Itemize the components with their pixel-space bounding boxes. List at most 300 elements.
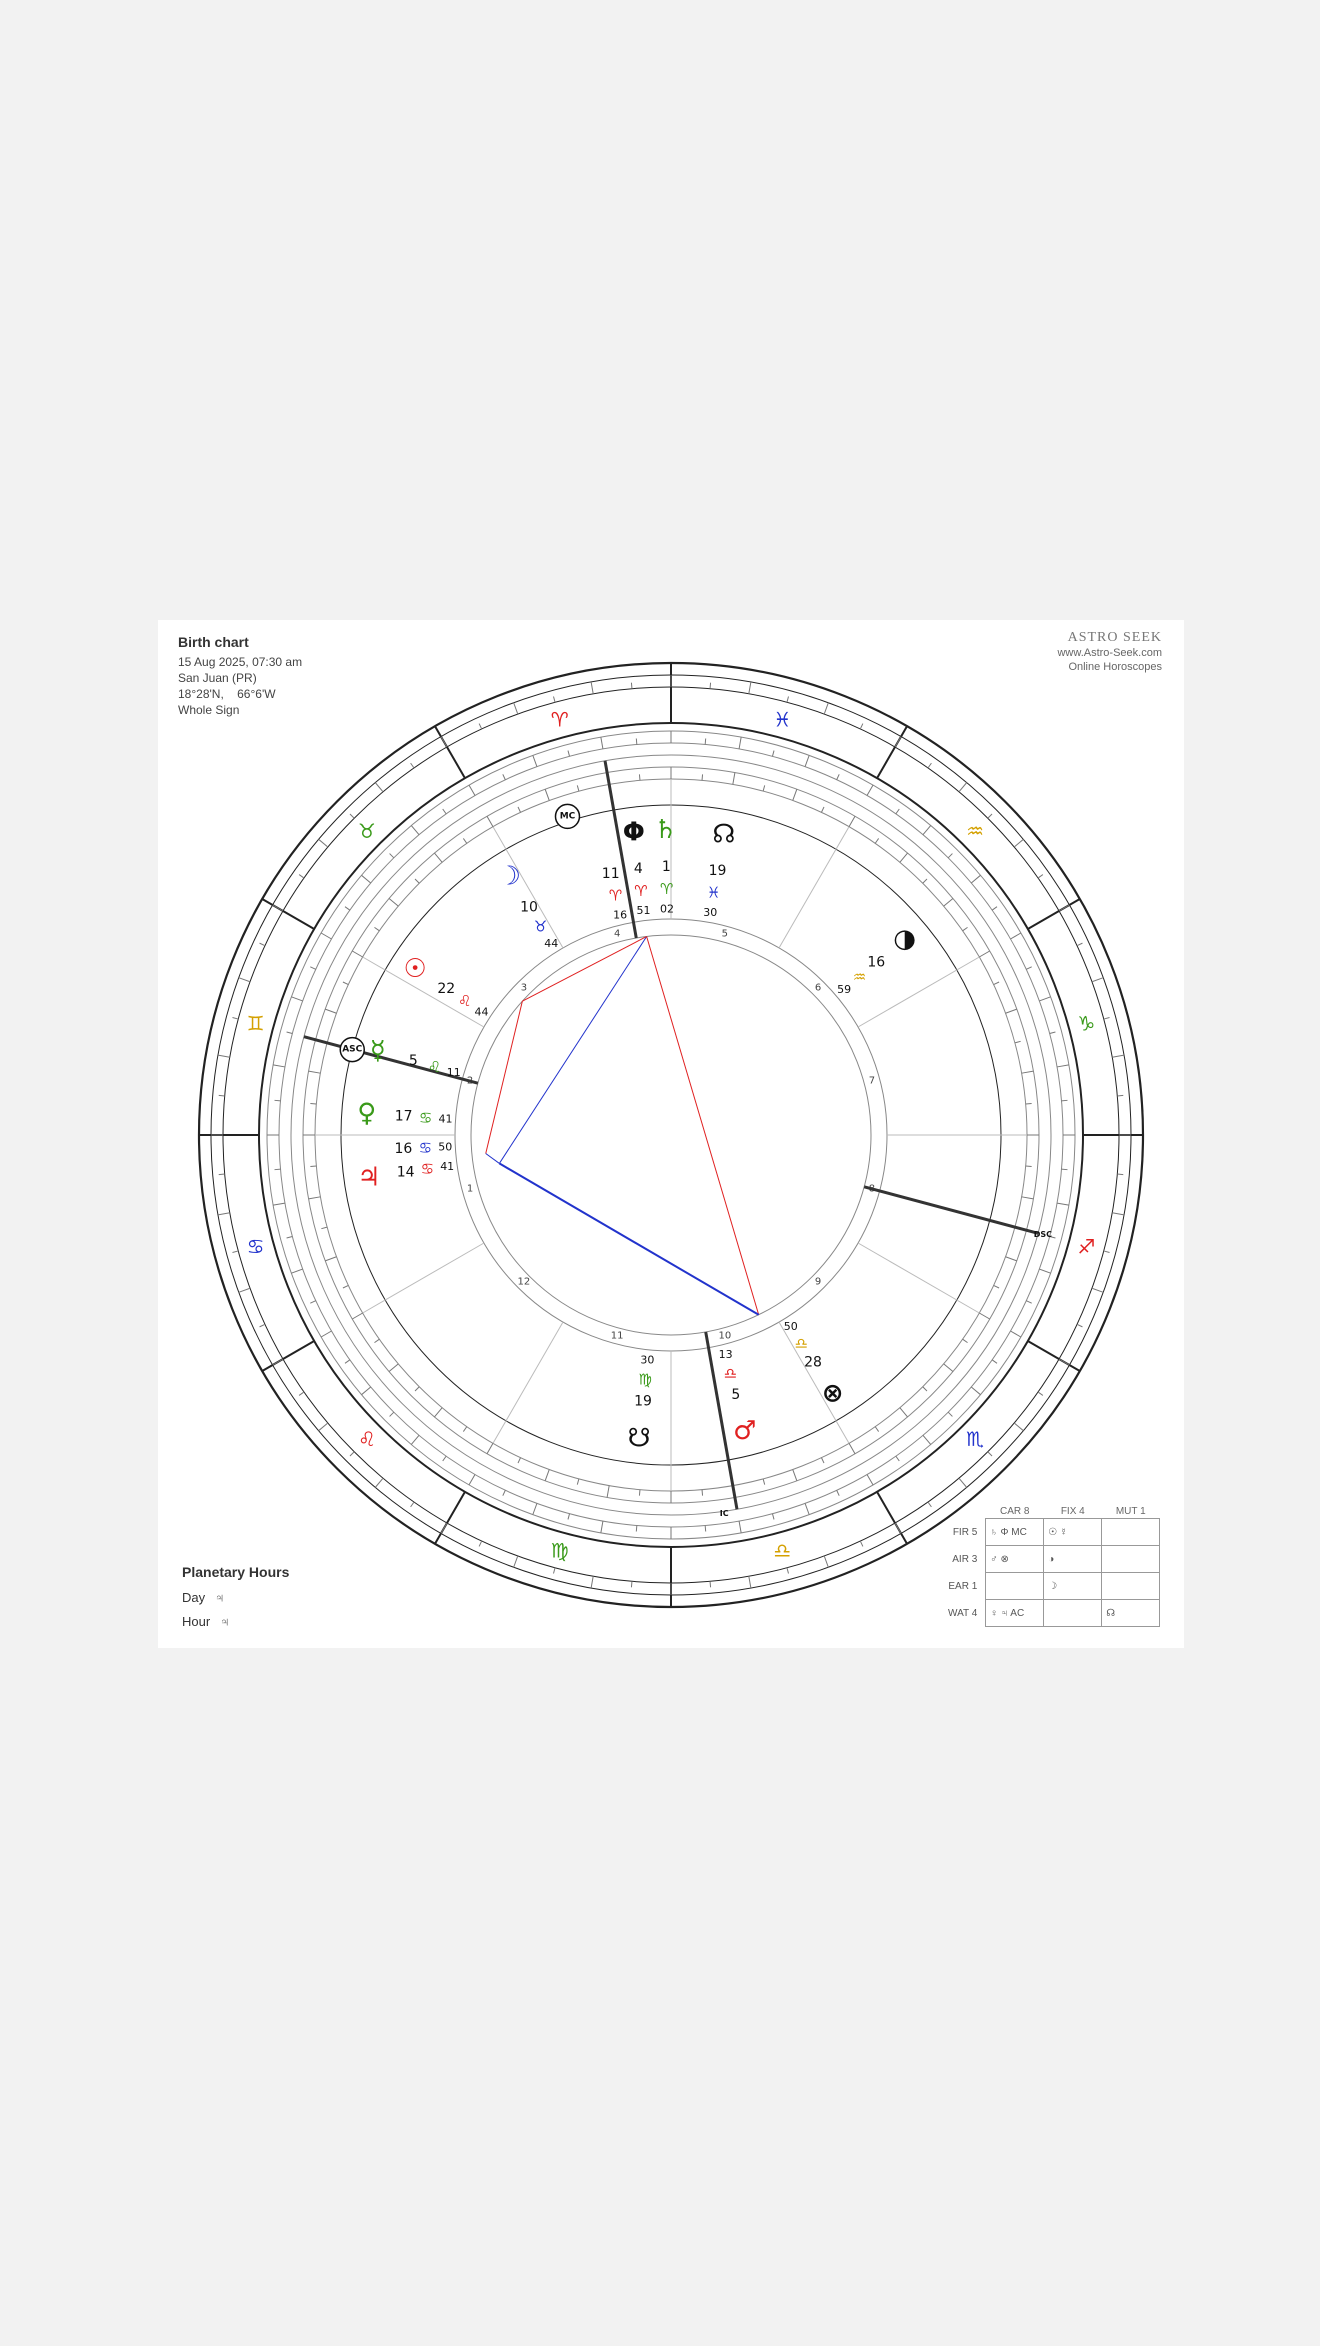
degree-tick	[639, 774, 640, 780]
degree-tick	[514, 1556, 518, 1567]
degree-tick	[1077, 1324, 1082, 1327]
degree-tick	[959, 1478, 967, 1487]
degree-tick	[1104, 1251, 1110, 1253]
degree-tick	[772, 1514, 774, 1520]
degree-tick	[739, 737, 741, 749]
mercury-icon: ☿	[369, 1035, 386, 1066]
degree-tick	[239, 1288, 250, 1292]
degree-tick	[992, 1360, 997, 1363]
degree-tick	[434, 853, 442, 862]
sign-glyph: ♈	[550, 707, 569, 732]
degree-tick	[443, 809, 446, 814]
degree-tick	[772, 751, 774, 757]
planet-degree: 19	[708, 863, 727, 880]
cell: ☽	[1044, 1573, 1102, 1600]
degree-tick	[591, 1576, 593, 1588]
house-number: 3	[520, 982, 528, 994]
degree-tick	[479, 1541, 482, 1546]
trine-aspect	[499, 936, 646, 1163]
row-earth: EAR 1	[948, 1580, 978, 1592]
planet-sign: ♉	[533, 917, 548, 936]
degree-tick	[928, 1502, 931, 1507]
cell: ☊	[1102, 1600, 1160, 1627]
chart-title: Birth chart	[178, 634, 249, 650]
planet-minute: 50	[438, 1140, 453, 1154]
cell	[1044, 1600, 1102, 1627]
degree-tick	[710, 1581, 711, 1587]
degree-tick	[232, 1251, 238, 1253]
degree-tick	[218, 1213, 230, 1215]
degree-tick	[441, 737, 447, 747]
degree-tick	[287, 1032, 293, 1034]
planet-minute: 41	[438, 1112, 453, 1126]
degree-tick	[309, 1197, 321, 1199]
planet-minute: 51	[636, 904, 651, 918]
degree-tick	[1117, 1174, 1123, 1175]
degree-tick	[374, 1339, 379, 1342]
lilith-icon: ◑	[893, 923, 916, 954]
house-cusp-line	[779, 827, 849, 948]
house-number: 7	[868, 1075, 876, 1087]
degree-tick	[479, 724, 482, 729]
degree-tick	[1026, 1166, 1032, 1167]
fortune-icon: ⊗	[821, 1378, 844, 1409]
degree-tick	[1026, 1301, 1031, 1304]
table-row	[944, 1519, 1160, 1546]
planet-sign: ♈	[659, 880, 674, 899]
degree-tick	[923, 826, 931, 835]
planet-sign: ♋	[418, 1138, 433, 1157]
degree-tick	[793, 1470, 797, 1481]
degree-tick	[944, 1364, 953, 1372]
degree-tick	[988, 1452, 992, 1456]
degree-tick	[895, 1523, 901, 1533]
degree-tick	[994, 1285, 999, 1288]
planet-minute: 41	[440, 1159, 455, 1173]
degree-tick	[948, 854, 952, 858]
degree-tick	[309, 1071, 321, 1073]
planet-minute: 02	[660, 902, 675, 916]
planet-sign: ♌	[457, 992, 472, 1011]
degree-tick	[218, 1055, 230, 1057]
degree-tick	[362, 1387, 371, 1395]
degree-tick	[390, 854, 394, 858]
degree-tick	[1117, 1095, 1123, 1096]
table-row	[944, 1546, 1160, 1573]
chart-card	[158, 620, 1184, 1648]
cell: ☉ ☿	[1044, 1519, 1102, 1546]
degree-tick	[896, 809, 899, 814]
house-system: Whole Sign	[178, 703, 240, 717]
degree-tick	[260, 943, 265, 946]
degree-tick	[923, 1387, 927, 1391]
degree-tick	[325, 1009, 336, 1013]
degree-tick	[1038, 875, 1043, 878]
logo-url: www.Astro-Seek.com	[1057, 647, 1162, 659]
degree-tick	[607, 1486, 609, 1498]
planet-degree: 17	[394, 1108, 413, 1125]
degree-tick	[763, 785, 765, 791]
house-cusp-line	[493, 1322, 563, 1443]
sign-glyph: ♓	[773, 707, 792, 732]
degree-tick	[1038, 1392, 1043, 1395]
degree-tick	[1039, 997, 1050, 1001]
degree-tick	[837, 1490, 840, 1495]
degree-tick	[518, 1458, 521, 1463]
mc-label: MC	[559, 811, 576, 822]
degree-tick	[463, 1427, 466, 1432]
venus-icon: ♀	[357, 1098, 377, 1129]
sign-glyph: ♒	[966, 818, 985, 843]
cell	[1102, 1573, 1160, 1600]
planetary-hour	[182, 1610, 289, 1634]
planet-degree: 1	[661, 859, 671, 876]
house-number: 4	[613, 928, 621, 940]
planet-degree: 11	[601, 865, 620, 882]
degree-tick	[1077, 943, 1082, 946]
degree-tick	[963, 1339, 968, 1342]
sign-glyph: ♑	[1077, 1011, 1096, 1036]
degree-tick	[763, 1479, 765, 1485]
cell: ◑	[1044, 1546, 1102, 1573]
house-number: 6	[814, 982, 822, 994]
degree-tick	[568, 1514, 570, 1520]
sign-glyph: ♎	[773, 1538, 792, 1563]
degree-tick	[568, 751, 570, 757]
degree-tick	[1050, 1032, 1056, 1034]
degree-tick	[787, 696, 789, 702]
degree-tick	[860, 724, 863, 729]
degree-tick	[345, 907, 350, 910]
row-air: AIR 3	[952, 1553, 978, 1565]
degree-tick	[1057, 1065, 1069, 1067]
degree-tick	[988, 814, 992, 818]
degree-tick	[805, 755, 809, 766]
degree-tick	[577, 785, 579, 791]
degree-tick	[1022, 1197, 1034, 1199]
degree-tick	[601, 1521, 603, 1533]
sign-glyph: ♐	[1077, 1234, 1096, 1259]
south-node-icon: ☋	[627, 1423, 651, 1454]
degree-tick	[553, 1568, 555, 1574]
planet-sign: ♒	[852, 967, 867, 986]
house-number: 10	[718, 1330, 732, 1342]
degree-tick	[749, 1576, 751, 1588]
degree-tick	[273, 1203, 285, 1205]
degree-tick	[273, 1065, 285, 1067]
jupiter-icon: ♃	[219, 1614, 230, 1629]
planet-sign: ♈	[634, 881, 648, 900]
elements-modalities-table	[944, 1504, 1160, 1627]
cell: ♂ ⊗	[986, 1546, 1044, 1573]
degree-tick	[487, 816, 493, 826]
degree-tick	[793, 789, 797, 800]
degree-tick	[260, 1324, 265, 1327]
degree-tick	[971, 875, 980, 883]
degree-tick	[923, 1435, 931, 1444]
square-aspect	[522, 936, 646, 1001]
asc-label: ASC	[342, 1044, 363, 1055]
degree-tick	[805, 1503, 809, 1514]
degree-tick	[900, 1408, 908, 1417]
degree-tick	[411, 826, 419, 835]
planet-sign: ♎	[723, 1364, 738, 1383]
degree-tick	[923, 879, 927, 883]
sign-boundary	[877, 1492, 907, 1544]
degree-tick	[411, 1435, 419, 1444]
degree-tick	[345, 1360, 350, 1363]
degree-tick	[979, 951, 989, 957]
degree-tick	[875, 838, 878, 843]
degree-tick	[1014, 1423, 1023, 1431]
cell: ♀ ♃ AC	[986, 1600, 1044, 1627]
degree-tick	[362, 875, 371, 883]
degree-tick	[350, 1452, 354, 1456]
house-cusp-line	[858, 1243, 979, 1313]
degree-tick	[1006, 1257, 1017, 1261]
birth-place: San Juan (PR)	[178, 671, 257, 685]
degree-tick	[310, 1103, 316, 1104]
degree-tick	[375, 1478, 383, 1487]
row-fire: FIR 5	[952, 1526, 978, 1538]
saturn-icon: ♄	[654, 815, 678, 846]
degree-tick	[545, 1470, 549, 1481]
degree-tick	[1014, 839, 1023, 847]
degree-tick	[948, 1412, 952, 1416]
planet-degree: 16	[394, 1141, 413, 1158]
house-number: 1	[466, 1183, 474, 1195]
sign-boundary	[877, 726, 907, 778]
degree-tick	[733, 773, 735, 785]
degree-tick	[487, 1443, 493, 1453]
degree-tick	[895, 737, 901, 747]
degree-tick	[1010, 1331, 1020, 1337]
degree-tick	[875, 1427, 878, 1432]
degree-tick	[443, 1456, 446, 1461]
degree-tick	[291, 1269, 302, 1273]
trine-aspect	[486, 1153, 500, 1163]
degree-tick	[867, 1474, 873, 1484]
logo-subtitle: Online Horoscopes	[1068, 661, 1162, 673]
planet-degree: 19	[634, 1393, 652, 1410]
degree-tick	[390, 1412, 394, 1416]
degree-tick	[631, 683, 632, 689]
degree-tick	[299, 875, 304, 878]
degree-tick	[533, 1503, 537, 1514]
col-fixed: FIX 4	[1060, 1505, 1085, 1517]
birth-date: 15 Aug 2025, 07:30 am	[178, 655, 303, 669]
degree-tick	[553, 696, 555, 702]
sign-glyph: ♍	[550, 1538, 569, 1563]
planet-sign: ♓	[706, 883, 721, 902]
degree-tick	[577, 1479, 579, 1485]
planet-sign: ♈	[608, 886, 623, 905]
ic-label: IC	[719, 1508, 729, 1518]
planet-degree: 4	[633, 860, 643, 877]
degree-tick	[415, 879, 419, 883]
degree-tick	[994, 982, 999, 985]
sign-boundary	[435, 1492, 465, 1544]
degree-tick	[232, 1017, 238, 1019]
degree-tick	[867, 785, 873, 795]
north-node-icon: ☊	[712, 819, 736, 850]
planet-minute: 13	[718, 1347, 733, 1361]
degree-tick	[787, 1568, 789, 1574]
degree-tick	[824, 1556, 828, 1567]
mars-icon: ♂	[733, 1415, 757, 1446]
degree-tick	[389, 1364, 398, 1372]
degree-tick	[352, 1313, 362, 1319]
planet-degree: 22	[437, 981, 456, 998]
planet-degree: 14	[396, 1164, 415, 1181]
degree-tick	[321, 1331, 331, 1337]
planet-sign: ♍	[638, 1370, 653, 1389]
table-row	[944, 1573, 1160, 1600]
sign-boundary	[1028, 899, 1080, 929]
sign-boundary	[435, 726, 465, 778]
degree-tick	[1057, 1203, 1069, 1205]
degree-tick	[591, 682, 593, 694]
degree-tick	[849, 1443, 855, 1453]
planet-minute: 59	[837, 983, 852, 997]
degree-tick	[321, 1227, 327, 1229]
jupiter-icon: ♃	[214, 1590, 225, 1605]
degree-tick	[979, 1313, 989, 1319]
planet-sign: ♋	[418, 1108, 433, 1127]
degree-tick	[1006, 1009, 1017, 1013]
degree-tick	[503, 774, 506, 779]
house-number: 5	[721, 928, 729, 940]
degree-tick	[1010, 933, 1020, 939]
degree-tick	[1015, 1041, 1021, 1043]
degree-tick	[739, 1521, 741, 1533]
house-number: 11	[610, 1330, 624, 1342]
degree-tick	[1059, 905, 1069, 911]
planet-degree: 16	[867, 954, 886, 971]
natal-wheel	[158, 620, 1184, 1648]
degree-tick	[1092, 1288, 1103, 1292]
vertex-icon: Φ	[622, 817, 645, 848]
degree-tick	[275, 1169, 281, 1170]
degree-tick	[411, 763, 414, 768]
degree-tick	[273, 1359, 283, 1365]
degree-tick	[705, 739, 706, 745]
degree-tick	[928, 763, 931, 768]
planetary-hours-title: Planetary Hours	[182, 1564, 290, 1580]
cell	[1102, 1519, 1160, 1546]
jupiter-icon: ♃	[357, 1162, 381, 1193]
degree-tick	[518, 807, 521, 812]
planet-minute: 11	[446, 1066, 461, 1080]
degree-tick	[702, 1490, 703, 1496]
degree-tick	[702, 774, 703, 780]
planetary-hours	[182, 1564, 289, 1634]
degree-tick	[469, 1474, 475, 1484]
degree-tick	[514, 703, 518, 714]
planet-sign: ♋	[420, 1160, 435, 1179]
degree-tick	[219, 1174, 225, 1175]
planet-degree: 5	[408, 1053, 418, 1070]
degree-tick	[350, 814, 354, 818]
planet-minute: 44	[544, 936, 559, 950]
dsc-label: DSC	[1033, 1230, 1053, 1240]
degree-tick	[275, 1100, 281, 1101]
degree-tick	[533, 755, 537, 766]
hour-label: Hour	[182, 1614, 211, 1629]
col-mutable: MUT 1	[1115, 1505, 1146, 1517]
planet-degree: 28	[804, 1354, 822, 1371]
degree-tick	[849, 816, 855, 826]
degree-tick	[375, 783, 383, 792]
cell	[986, 1573, 1044, 1600]
planet-minute: 44	[474, 1005, 489, 1019]
degree-tick	[1062, 1169, 1068, 1170]
degree-tick	[352, 951, 362, 957]
degree-tick	[837, 774, 840, 779]
degree-tick	[219, 1095, 225, 1096]
degree-tick	[310, 967, 315, 970]
planet-minute: 16	[613, 908, 628, 922]
degree-tick	[959, 783, 967, 792]
moon-icon: ☽	[497, 861, 522, 892]
degree-tick	[1059, 1359, 1069, 1365]
degree-tick	[636, 739, 637, 745]
degree-tick	[1039, 1269, 1050, 1273]
degree-tick	[389, 898, 398, 906]
degree-tick	[415, 1387, 419, 1391]
sextile-aspect	[499, 1163, 758, 1314]
degree-tick	[411, 1502, 414, 1507]
degree-tick	[1092, 978, 1103, 982]
degree-tick	[343, 982, 348, 985]
degree-tick	[343, 1285, 348, 1288]
degree-tick	[601, 737, 603, 749]
sign-glyph: ♉	[357, 818, 376, 843]
planet-degree: 10	[520, 899, 538, 916]
col-cardinal: CAR 8	[1000, 1505, 1030, 1517]
planet-minute: 30	[640, 1353, 655, 1367]
degree-tick	[821, 1458, 824, 1463]
degree-tick	[310, 1166, 316, 1167]
planet-minute: 30	[703, 905, 718, 919]
degree-tick	[503, 1490, 506, 1495]
degree-tick	[1104, 1017, 1110, 1019]
sign-boundary	[262, 899, 314, 929]
planet-minute: 50	[783, 1320, 798, 1334]
sign-boundary	[262, 1341, 314, 1371]
degree-tick	[545, 789, 549, 800]
degree-tick	[860, 1541, 863, 1546]
logo-brand: ASTRO SEEK	[1067, 630, 1162, 645]
sign-glyph: ♋	[246, 1234, 265, 1259]
degree-tick	[287, 1236, 293, 1238]
degree-tick	[434, 1408, 442, 1417]
degree-tick	[463, 838, 466, 843]
degree-tick	[992, 907, 997, 910]
house-number: 12	[517, 1276, 531, 1288]
cell: ♄ Φ MC	[986, 1519, 1044, 1546]
degree-tick	[299, 1392, 304, 1395]
degree-tick	[441, 1523, 447, 1533]
degree-tick	[291, 997, 302, 1001]
degree-tick	[239, 978, 250, 982]
sign-glyph: ♌	[357, 1427, 376, 1452]
degree-tick	[631, 1581, 632, 1587]
degree-tick	[325, 1257, 336, 1261]
degree-tick	[319, 839, 328, 847]
degree-tick	[321, 933, 331, 939]
degree-tick	[1112, 1055, 1124, 1057]
